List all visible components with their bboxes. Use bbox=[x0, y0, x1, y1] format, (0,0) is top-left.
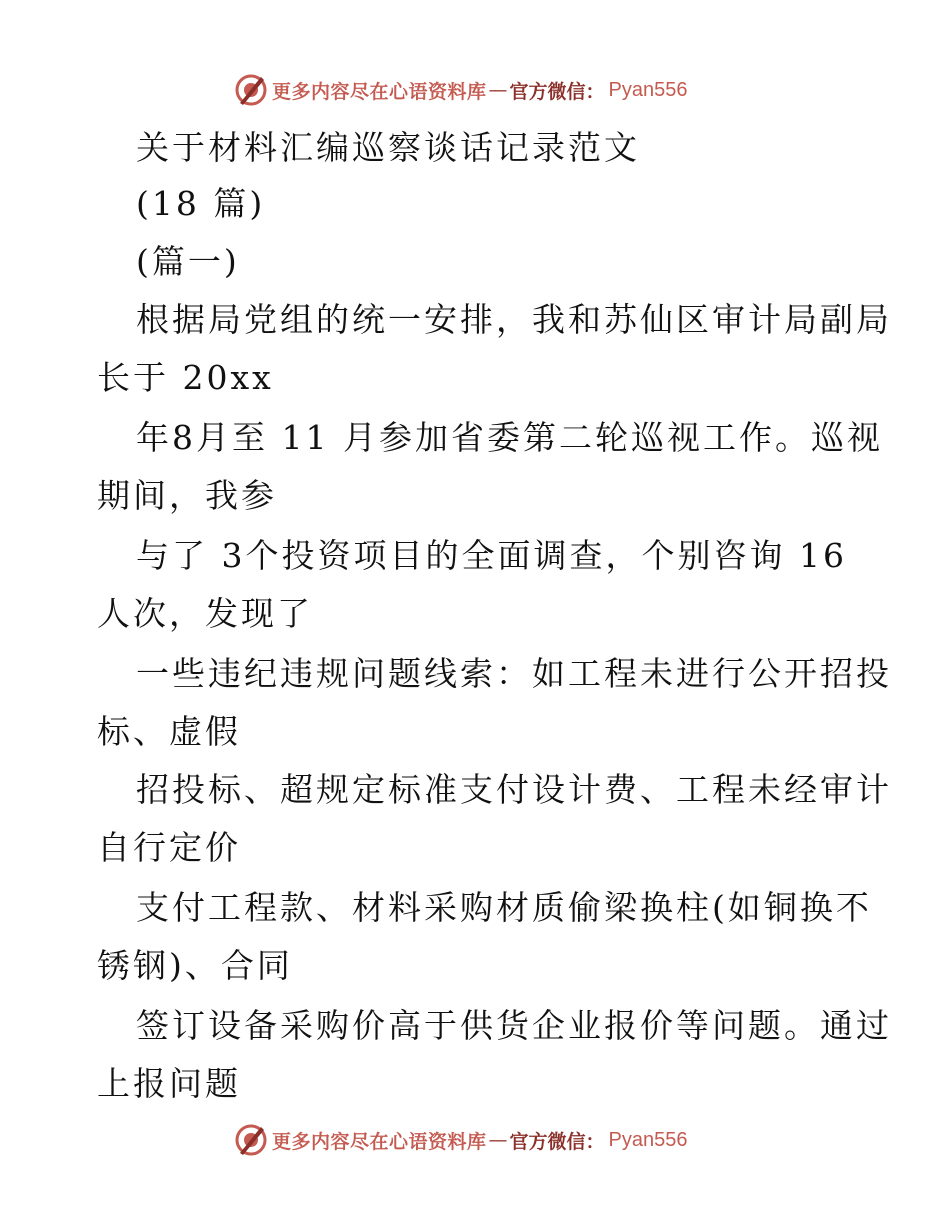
text-line: 一些违纪违规问题线索：如工程未进行公开招投 bbox=[136, 654, 892, 693]
footer-watermark bbox=[234, 1122, 688, 1158]
text-line: 签订设备采购价高于供货企业报价等问题。通过 bbox=[136, 1006, 892, 1045]
text-line: 根据局党组的统一安排，我和苏仙区审计局副局 bbox=[136, 300, 892, 339]
text-line: 自行定价 bbox=[97, 828, 241, 867]
text-line: 长于 20xx bbox=[97, 358, 274, 397]
header-watermark bbox=[234, 72, 688, 108]
text-line: 锈钢)、合同 bbox=[97, 946, 293, 985]
section-heading: (篇一) bbox=[136, 242, 240, 281]
document-title: 关于材料汇编巡察谈话记录范文 bbox=[136, 128, 640, 167]
text-line: 标、虚假 bbox=[97, 712, 241, 751]
text-line: 人次，发现了 bbox=[97, 594, 313, 633]
text-line: 上报问题 bbox=[97, 1064, 241, 1103]
text-line: 与了 3个投资项目的全面调查，个别咨询 16 bbox=[136, 536, 847, 575]
text-line: 期间，我参 bbox=[97, 476, 277, 515]
watermark-brand: 更多内容尽在心语资料库 bbox=[272, 1130, 487, 1153]
watermark-official-label: 官方微信： bbox=[509, 1130, 605, 1153]
watermark-separator: — bbox=[488, 79, 508, 101]
quill-logo-icon bbox=[234, 1123, 268, 1157]
watermark-account: Pyan556 bbox=[608, 78, 688, 101]
watermark-brand: 更多内容尽在心语资料库 bbox=[272, 80, 487, 103]
document-subtitle-count: (18 篇) bbox=[136, 184, 266, 223]
watermark-official-label: 官方微信： bbox=[509, 80, 605, 103]
quill-logo-icon bbox=[234, 73, 268, 107]
watermark-account: Pyan556 bbox=[608, 1128, 688, 1151]
watermark-separator: — bbox=[488, 1129, 508, 1151]
text-line: 招投标、超规定标准支付设计费、工程未经审计 bbox=[136, 770, 892, 809]
text-line: 支付工程款、材料采购材质偷梁换柱(如铜换不 bbox=[136, 888, 872, 927]
text-line: 年8月至 11 月参加省委第二轮巡视工作。巡视 bbox=[136, 418, 883, 457]
